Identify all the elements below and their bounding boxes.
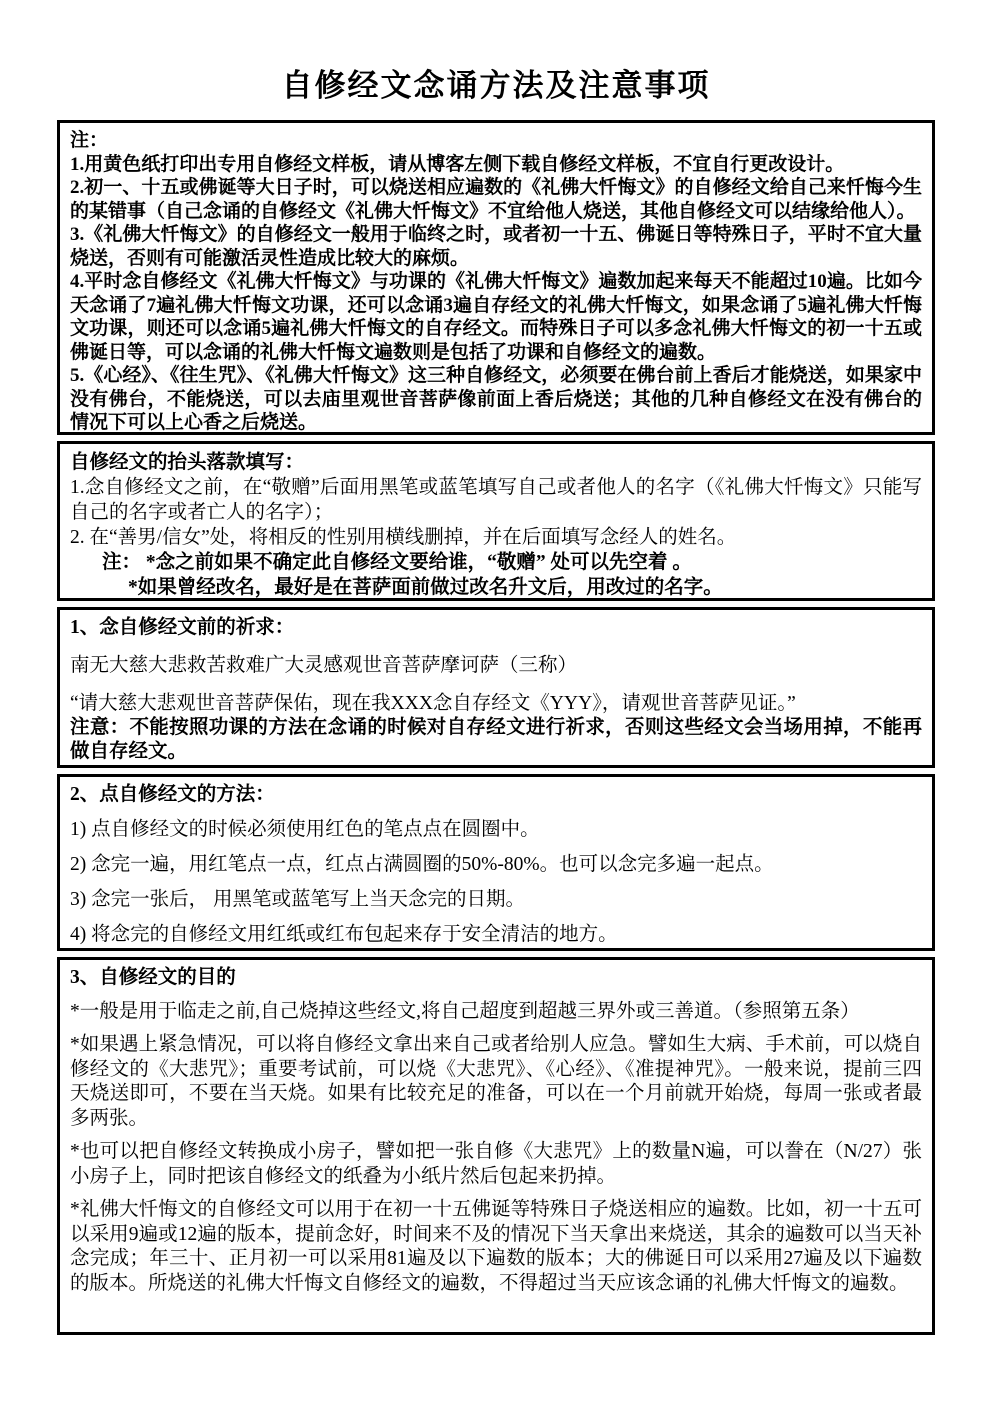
pray-heading: 1、念自修经文前的祈求： bbox=[70, 617, 295, 638]
notes-item-3: 3.《礼佛大忏悔文》的自修经文一般用于临终之时，或者初一十五、佛诞日等特殊日子，平时不宜大量烧送，否则有可能激活灵性造成比较大的麻烦。 bbox=[70, 224, 922, 269]
dotting-section bbox=[57, 774, 935, 951]
page-title: 自修经文念诵方法及注意事项 bbox=[281, 68, 711, 103]
header-fill-item-2: 2. 在“善男/信女”处，将相反的性别用横线删掉，并在后面填写念经人的姓名。 bbox=[70, 527, 737, 548]
header-fill-note-1: 注： *念之前如果不确定此自修经文要给谁，“敬赠” 处可以先空着 。 bbox=[102, 552, 692, 573]
notes-item-4: 4.平时念自修经文《礼佛大忏悔文》与功课的《礼佛大忏悔文》遍数加起来每天不能超过10遍。比如今天念诵了7遍礼佛大忏悔文功课，还可以念诵3遍自存经文的礼佛大忏悔文，如果念诵了5遍礼佛大忏悔文功课，则还可以念诵5遍礼佛大忏悔文的自存经文。而特殊日子可以多念礼佛大忏悔文的初一十五或佛诞日等，可以念诵的礼佛大忏悔文遍数则是包括了功课和自修经文的遍数。 bbox=[70, 271, 922, 363]
dotting-item-4: 4) 将念完的自修经文用红纸或红布包起来存于安全清洁的地方。 bbox=[70, 924, 618, 945]
dotting-item-2: 2) 念完一遍，用红笔点一点，红点占满圆圈的50%-80%。也可以念完多遍一起点。 bbox=[70, 854, 774, 875]
notes-item-2: 2.初一、十五或佛诞等大日子时，可以烧送相应遍数的《礼佛大忏悔文》的自修经文给自己来忏悔今生的某错事（自己念诵的自修经文《礼佛大忏悔文》不宜给他人烧送，其他自修经文可以结缘给他人）。 bbox=[70, 177, 922, 222]
dotting-item-1: 1) 点自修经文的时候必须使用红色的笔点点在圆圈中。 bbox=[70, 819, 540, 840]
purpose-item-1: *一般是用于临走之前,自己烧掉这些经文,将自己超度到超越三界外或三善道。（参照第五条） bbox=[70, 1000, 860, 1022]
notes-heading: 注： bbox=[70, 130, 109, 151]
purpose-item-2: *如果遇上紧急情况，可以将自修经文拿出来自己或者给别人应急。譬如生大病、手术前，可以烧自修经文的《大悲咒》；重要考试前，可以烧《大悲咒》、《心经》、《准提神咒》。一般来说，提前三四天烧送即可，不要在当天烧。如果有比较充足的准备，可以在一个月前就开始烧，每周一张或者最多两张。 bbox=[70, 1034, 922, 1129]
pray-section bbox=[57, 607, 935, 768]
header-fill-note-2: *如果曾经改名，最好是在菩萨面前做过改名升文后，用改过的名字。 bbox=[128, 577, 723, 598]
notes-item-5: 5.《心经》、《往生咒》、《礼佛大忏悔文》这三种自修经文，必须要在佛台前上香后才能烧送，如果家中没有佛台，不能烧送，可以去庙里观世音菩萨像前面上香后烧送；其他的几种自修经文在没有佛台的情况下可以上心香之后烧送。 bbox=[70, 365, 922, 433]
notes-section bbox=[57, 120, 935, 435]
notes-item-1: 1.用黄色纸打印出专用自修经文样板，请从博客左侧下载自修经文样板，不宜自行更改设计。 bbox=[70, 153, 845, 175]
pray-request: “请大慈大悲观世音菩萨保佑，现在我XXX念自存经文《YYY》，请观世音菩萨见证。” bbox=[70, 693, 796, 714]
pray-warning: 注意：不能按照功课的方法在念诵的时候对自存经文进行祈求，否则这些经文会当场用掉，不能再做自存经文。 bbox=[70, 717, 922, 762]
purpose-item-3: *也可以把自修经文转换成小房子，譬如把一张自修《大悲咒》上的数量N遍，可以誊在（N/27）张小房子上，同时把该自修经文的纸叠为小纸片然后包起来扔掉。 bbox=[70, 1141, 922, 1187]
dotting-heading: 2、点自修经文的方法： bbox=[70, 784, 275, 805]
purpose-heading: 3、自修经文的目的 bbox=[70, 967, 236, 988]
header-fill-heading: 自修经文的抬头落款填写： bbox=[70, 452, 305, 473]
pray-invocation: 南无大慈大悲救苦救难广大灵感观世音菩萨摩诃萨（三称） bbox=[70, 655, 578, 676]
header-fill-item-1: 1.念自修经文之前，在“敬赠”后面用黑笔或蓝笔填写自己或者他人的名字（《礼佛大忏悔文》只能写自己的名字或者亡人的名字）； bbox=[70, 477, 922, 523]
header-fill-section bbox=[57, 441, 935, 601]
purpose-item-4: *礼佛大忏悔文的自修经文可以用于在初一十五佛诞等特殊日子烧送相应的遍数。比如，初一十五可以采用9遍或12遍的版本，提前念好，时间来不及的情况下当天拿出来烧送，其余的遍数可以当天补念完成；年三十、正月初一可以采用81遍及以下遍数的版本；大的佛诞日可以采用27遍及以下遍数的版本。所烧送的礼佛大忏悔文自修经文的遍数，不得超过当天应该念诵的礼佛大忏悔文的遍数。 bbox=[70, 1199, 922, 1294]
dotting-item-3: 3) 念完一张后， 用黑笔或蓝笔写上当天念完的日期。 bbox=[70, 889, 525, 910]
purpose-section bbox=[57, 957, 935, 1335]
